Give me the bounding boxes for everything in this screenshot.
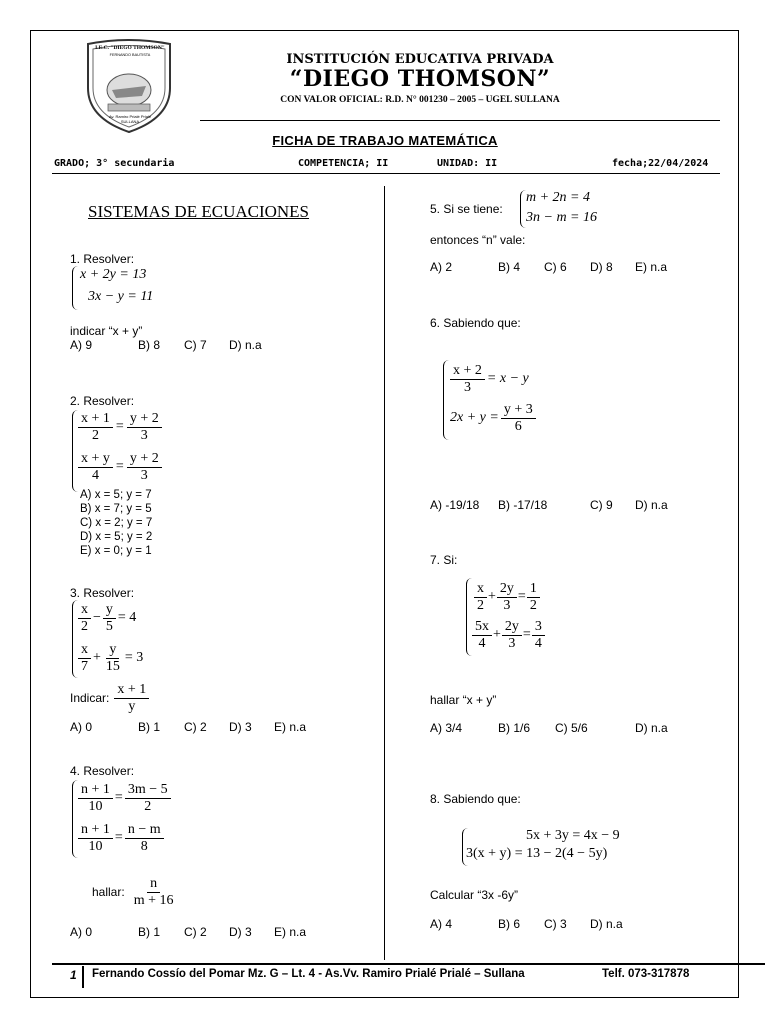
q2-eq2: $\frac{x + y}{4}$ = $\frac{y + 2}{3}$ xyxy=(78,452,162,482)
page-number: 1 xyxy=(70,968,77,982)
q6-option-d: D) n.a xyxy=(635,498,668,512)
q2-option-e: E) x = 0; y = 1 xyxy=(80,545,152,557)
q4-eq1: $\frac{n + 1}{10}$ = $\frac{3m - 5}{2}$ xyxy=(78,783,171,813)
meta-rule xyxy=(52,173,720,174)
q7-option-a: A) 3/4 xyxy=(430,721,463,735)
q8-option-d: D) n.a xyxy=(590,917,623,931)
q8-label: 8. Sabiendo que: xyxy=(430,792,521,806)
logo-sub-text: FERNANDO BAUTISTA xyxy=(109,53,151,57)
q2-option-b: B) x = 7; y = 5 xyxy=(80,503,152,515)
q3-option-d: D) 3 xyxy=(229,720,252,734)
institution-name: “DIEGO THOMSON” xyxy=(289,66,551,92)
q1-option-b: B) 8 xyxy=(138,338,161,352)
logo-top-text: I.E.C. "DIEGO THOMSON" xyxy=(95,45,165,51)
q3-label: 3. Resolver: xyxy=(70,586,135,600)
q5-text: entonces “n” vale: xyxy=(430,233,526,247)
q6-label: 6. Sabiendo que: xyxy=(430,316,521,330)
footer-phone: Telf. 073-317878 xyxy=(602,968,690,980)
q6-eq2: 2x + y = $\frac{y + 3}{6}$ xyxy=(450,403,536,433)
q3-eq1: $\frac{x}{2}$ − $\frac{y}{5}$ = 4 xyxy=(78,603,136,633)
q2-option-a: A) x = 5; y = 7 xyxy=(80,489,152,501)
q1-eq1: x + 2y = 13 xyxy=(80,267,147,282)
q6-option-b: B) -17/18 xyxy=(498,498,548,512)
q5-option-c: C) 6 xyxy=(544,260,567,274)
q4-option-a: A) 0 xyxy=(70,925,93,939)
footer-rule xyxy=(52,963,765,965)
footer-address: Fernando Cossío del Pomar Mz. G – Lt. 4 - As.Vv. Ramiro Prialé Prialé – Sullana xyxy=(92,968,525,980)
q8-eq2: 3(x + y) = 13 − 2(4 − 5y) xyxy=(466,846,608,861)
q8-option-b: B) 6 xyxy=(498,917,521,931)
logo-city: SULLANA xyxy=(120,119,140,124)
unit-label: UNIDAD: II xyxy=(437,158,498,169)
q1-eq2: 3x − y = 11 xyxy=(88,289,154,304)
q8-option-c: C) 3 xyxy=(544,917,567,931)
q1-brace xyxy=(72,266,79,310)
q1-indicar: indicar “x + y” xyxy=(70,324,143,338)
q4-option-b: B) 1 xyxy=(138,925,161,939)
q2-label: 2. Resolver: xyxy=(70,394,135,408)
q5-option-e: E) n.a xyxy=(635,260,668,274)
q4-option-c: C) 2 xyxy=(184,925,207,939)
q1-option-c: C) 7 xyxy=(184,338,207,352)
q5-label: 5. Si se tiene: xyxy=(430,202,503,216)
q2-option-c: C) x = 2; y = 7 xyxy=(80,517,153,529)
q3-indicar: Indicar: $\frac{x + 1}{y}$ xyxy=(70,683,149,713)
q4-option-e: E) n.a xyxy=(274,925,307,939)
q3-option-c: C) 2 xyxy=(184,720,207,734)
q3-option-b: B) 1 xyxy=(138,720,161,734)
q7-option-c: C) 5/6 xyxy=(555,721,588,735)
footer-separator xyxy=(82,966,90,988)
q7-option-d: D) n.a xyxy=(635,721,668,735)
q6-option-c: C) 9 xyxy=(590,498,613,512)
q1-label: 1. Resolver: xyxy=(70,252,135,266)
official-resolution: CON VALOR OFICIAL: R.D. N° 001230 – 2005 – UGEL SULLANA xyxy=(280,95,560,105)
q6-brace xyxy=(443,360,450,440)
institution-type: INSTITUCIÓN EDUCATIVA PRIVADA xyxy=(286,52,554,67)
q4-eq2: $\frac{n + 1}{10}$ = $\frac{n - m}{8}$ xyxy=(78,823,164,853)
q5-eq1: m + 2n = 4 xyxy=(526,190,591,205)
q4-option-d: D) 3 xyxy=(229,925,252,939)
q5-option-d: D) 8 xyxy=(590,260,613,274)
q7-hallar: hallar “x + y” xyxy=(430,693,497,707)
q7-eq1: $\frac{x}{2}$ + $\frac{2y}{3}$ = $\frac{1}{2}$ xyxy=(474,582,540,612)
q3-option-e: E) n.a xyxy=(274,720,307,734)
worksheet-title: FICHA DE TRABAJO MATEMÁTICA xyxy=(272,133,498,148)
column-divider xyxy=(384,186,385,960)
competency-label: COMPETENCIA; II xyxy=(298,158,389,169)
q8-calc: Calcular “3x -6y” xyxy=(430,888,519,902)
q2-eq1: $\frac{x + 1}{2}$ = $\frac{y + 2}{3}$ xyxy=(78,412,162,442)
q4-label: 4. Resolver: xyxy=(70,764,135,778)
logo-bottom-text: Av. Ramiro Prialé Prialé xyxy=(108,114,152,119)
q7-label: 7. Si: xyxy=(430,553,458,567)
q3-option-a: A) 0 xyxy=(70,720,93,734)
grade-label: GRADO; 3° secundaria xyxy=(54,158,175,169)
q8-eq1: 5x + 3y = 4x − 9 xyxy=(526,828,620,843)
section-title: SISTEMAS DE ECUACIONES xyxy=(88,202,310,221)
q2-option-d: D) x = 5; y = 2 xyxy=(80,531,153,543)
q3-eq2: $\frac{x}{7}$ + $\frac{y}{15}$ = 3 xyxy=(78,643,143,673)
q5-option-b: B) 4 xyxy=(498,260,521,274)
q7-option-b: B) 1/6 xyxy=(498,721,531,735)
q4-hallar: hallar: $\frac{n}{m + 16}$ xyxy=(92,875,174,908)
q6-option-a: A) -19/18 xyxy=(430,498,480,512)
q1-option-a: A) 9 xyxy=(70,338,93,352)
q5-option-a: A) 2 xyxy=(430,260,453,274)
header-rule xyxy=(200,120,720,121)
q6-eq1: $\frac{x + 2}{3}$ = x − y xyxy=(450,364,529,394)
q5-eq2: 3n − m = 16 xyxy=(526,210,598,225)
q1-option-d: D) n.a xyxy=(229,338,262,352)
q7-eq2: $\frac{5x}{4}$ + $\frac{2y}{3}$ = $\frac{3}{4}$ xyxy=(472,620,545,650)
q2-options xyxy=(80,488,152,558)
q8-option-a: A) 4 xyxy=(430,917,453,931)
date-label: fecha;22/04/2024 xyxy=(612,158,709,169)
